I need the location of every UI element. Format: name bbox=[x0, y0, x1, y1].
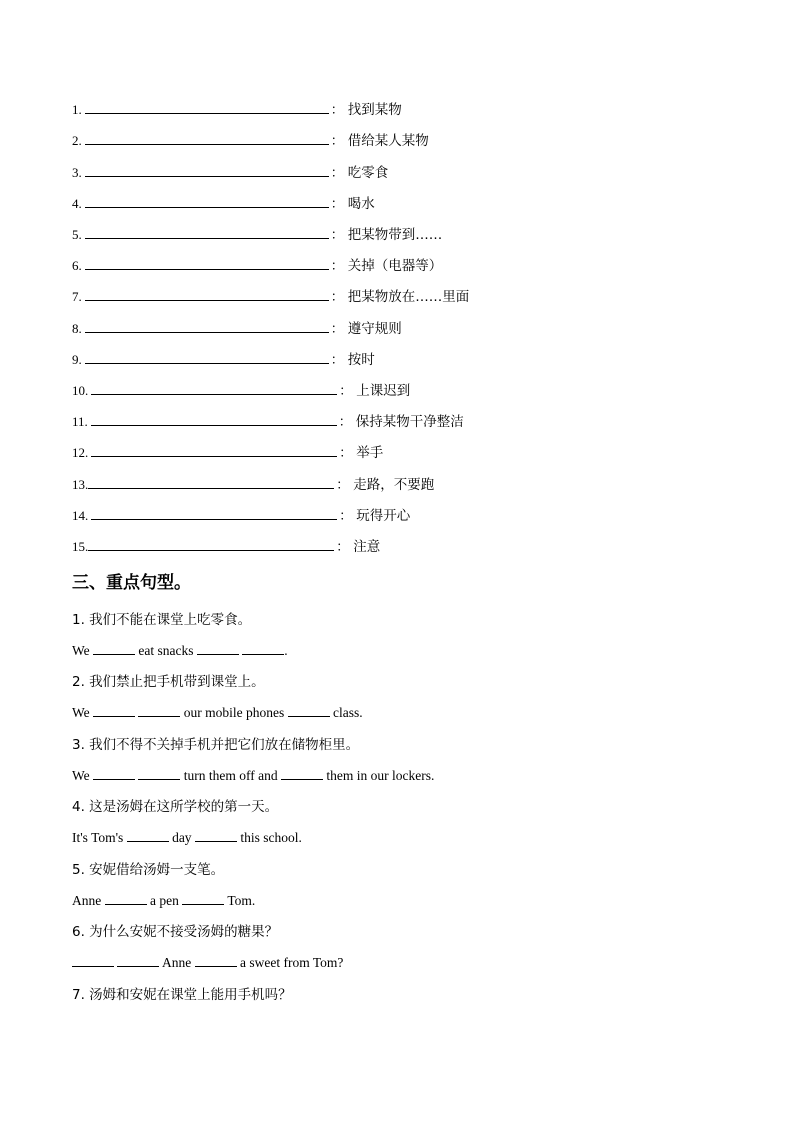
answer-blank[interactable] bbox=[85, 163, 329, 177]
sentence-blank[interactable] bbox=[127, 828, 169, 842]
sentence-text: It's Tom's bbox=[72, 830, 124, 845]
phrase-separator: ： bbox=[336, 478, 350, 493]
phrase-number: 10. bbox=[72, 383, 89, 398]
phrase-meaning: 注意 bbox=[353, 539, 381, 555]
phrase-number: 8. bbox=[72, 321, 82, 336]
sentence-text: We bbox=[72, 768, 90, 783]
phrase-row bbox=[72, 162, 388, 184]
sentence-text: our mobile phones bbox=[183, 705, 285, 720]
phrase-number: 13. bbox=[72, 477, 89, 492]
sentence-blank[interactable] bbox=[105, 891, 147, 905]
sentence-prompt-cn: 2. 我们禁止把手机带到课堂上。 bbox=[72, 674, 265, 690]
phrase-row bbox=[72, 442, 383, 464]
sentence-text: a pen bbox=[150, 893, 179, 908]
phrase-meaning: 吃零食 bbox=[347, 165, 389, 181]
phrase-number: 6. bbox=[72, 258, 82, 273]
sentence-blank[interactable] bbox=[182, 891, 224, 905]
phrase-separator: ： bbox=[339, 509, 353, 524]
sentence-blank[interactable] bbox=[281, 766, 323, 780]
sentence-blank[interactable] bbox=[138, 766, 180, 780]
answer-blank[interactable] bbox=[91, 506, 337, 520]
phrase-meaning: 借给某人某物 bbox=[347, 133, 429, 149]
sentence-prompt-cn: 5. 安妮借给汤姆一支笔。 bbox=[72, 862, 225, 878]
phrase-number: 1. bbox=[72, 102, 82, 117]
phrase-row bbox=[72, 505, 410, 527]
sentence-text: this school. bbox=[240, 830, 302, 845]
phrase-separator: ： bbox=[330, 259, 344, 274]
phrase-meaning: 举手 bbox=[356, 445, 384, 461]
phrase-row bbox=[72, 255, 442, 277]
answer-blank[interactable] bbox=[85, 131, 329, 145]
sentence-text: Anne bbox=[72, 893, 102, 908]
phrase-meaning: 喝水 bbox=[347, 196, 375, 212]
answer-blank[interactable] bbox=[85, 256, 329, 270]
phrase-meaning: 关掉（电器等） bbox=[347, 258, 443, 274]
answer-blank[interactable] bbox=[91, 412, 337, 426]
sentence-blank[interactable] bbox=[72, 953, 114, 967]
phrase-meaning: 把某物放在……里面 bbox=[347, 289, 470, 305]
sentence-fill-row bbox=[72, 952, 343, 974]
answer-blank[interactable] bbox=[85, 319, 329, 333]
phrase-row bbox=[72, 130, 429, 152]
phrase-meaning: 走路，不要跑 bbox=[353, 477, 435, 493]
sentence-text: Tom. bbox=[227, 893, 256, 908]
phrase-meaning: 保持某物干净整洁 bbox=[355, 414, 464, 430]
phrase-separator: ： bbox=[338, 415, 352, 430]
sentence-text: We bbox=[72, 705, 90, 720]
phrase-row bbox=[72, 193, 375, 215]
phrase-row bbox=[72, 286, 469, 308]
phrase-separator: ： bbox=[339, 384, 353, 399]
sentence-blank[interactable] bbox=[93, 703, 135, 717]
sentence-fill-row bbox=[72, 702, 363, 724]
phrase-row bbox=[72, 318, 402, 340]
answer-blank[interactable] bbox=[91, 381, 337, 395]
phrase-number: 3. bbox=[72, 165, 82, 180]
phrase-row bbox=[72, 224, 442, 246]
section-heading: 三、重点句型。 bbox=[72, 573, 191, 593]
phrase-row bbox=[72, 474, 434, 496]
sentence-blank[interactable] bbox=[195, 953, 237, 967]
phrase-number: 14. bbox=[72, 508, 89, 523]
phrase-row bbox=[72, 380, 410, 402]
sentence-blank[interactable] bbox=[242, 641, 284, 655]
phrase-number: 7. bbox=[72, 289, 82, 304]
answer-blank[interactable] bbox=[88, 475, 334, 489]
phrase-number: 15. bbox=[72, 539, 89, 554]
phrase-separator: ： bbox=[330, 322, 344, 337]
phrase-meaning: 把某物带到…… bbox=[347, 227, 443, 243]
sentence-prompt-cn: 6. 为什么安妮不接受汤姆的糖果？ bbox=[72, 924, 279, 940]
sentence-text: day bbox=[172, 830, 192, 845]
answer-blank[interactable] bbox=[85, 287, 329, 301]
sentence-text: . bbox=[284, 643, 288, 658]
phrase-number: 12. bbox=[72, 445, 89, 460]
sentence-text: them in our lockers. bbox=[326, 768, 435, 783]
phrase-row bbox=[72, 411, 464, 433]
answer-blank[interactable] bbox=[88, 537, 334, 551]
phrase-separator: ： bbox=[336, 540, 350, 555]
answer-blank[interactable] bbox=[85, 194, 329, 208]
phrase-meaning: 找到某物 bbox=[347, 102, 402, 118]
sentence-prompt-cn: 7. 汤姆和安妮在课堂上能用手机吗？ bbox=[72, 987, 292, 1003]
phrase-separator: ： bbox=[330, 197, 344, 212]
sentence-fill-row bbox=[72, 827, 302, 849]
phrase-separator: ： bbox=[330, 103, 344, 118]
sentence-fill-row bbox=[72, 640, 288, 662]
answer-blank[interactable] bbox=[85, 350, 329, 364]
phrase-separator: ： bbox=[330, 353, 344, 368]
phrase-separator: ： bbox=[330, 228, 344, 243]
sentence-blank[interactable] bbox=[117, 953, 159, 967]
phrase-separator: ： bbox=[330, 134, 344, 149]
sentence-prompt-cn: 4. 这是汤姆在这所学校的第一天。 bbox=[72, 799, 279, 815]
sentence-text: eat snacks bbox=[138, 643, 194, 658]
phrase-meaning: 按时 bbox=[347, 352, 375, 368]
sentence-blank[interactable] bbox=[138, 703, 180, 717]
phrase-number: 5. bbox=[72, 227, 82, 242]
phrase-separator: ： bbox=[330, 290, 344, 305]
sentence-blank[interactable] bbox=[93, 641, 135, 655]
sentence-text: turn them off and bbox=[183, 768, 278, 783]
answer-blank[interactable] bbox=[85, 225, 329, 239]
phrase-row bbox=[72, 349, 375, 371]
sentence-text: class. bbox=[333, 705, 363, 720]
phrase-meaning: 遵守规则 bbox=[347, 321, 402, 337]
sentence-text: We bbox=[72, 643, 90, 658]
sentence-prompt-cn: 3. 我们不得不关掉手机并把它们放在储物柜里。 bbox=[72, 737, 360, 753]
phrase-separator: ： bbox=[330, 166, 344, 181]
sentence-blank[interactable] bbox=[195, 828, 237, 842]
sentence-prompt-cn: 1. 我们不能在课堂上吃零食。 bbox=[72, 612, 252, 628]
phrase-number: 9. bbox=[72, 352, 82, 367]
phrase-number: 4. bbox=[72, 196, 82, 211]
sentence-fill-row bbox=[72, 765, 434, 787]
sentence-text: Anne bbox=[162, 955, 192, 970]
phrase-meaning: 玩得开心 bbox=[356, 508, 411, 524]
sentence-blank[interactable] bbox=[288, 703, 330, 717]
phrase-number: 11. bbox=[72, 414, 88, 429]
sentence-blank[interactable] bbox=[197, 641, 239, 655]
sentence-text: a sweet from Tom? bbox=[240, 955, 344, 970]
phrase-number: 2. bbox=[72, 133, 82, 148]
sentence-fill-row bbox=[72, 890, 255, 912]
phrase-separator: ： bbox=[339, 446, 353, 461]
phrase-meaning: 上课迟到 bbox=[356, 383, 411, 399]
phrase-row bbox=[72, 99, 402, 121]
answer-blank[interactable] bbox=[85, 100, 329, 114]
sentence-blank[interactable] bbox=[93, 766, 135, 780]
phrase-row bbox=[72, 536, 380, 558]
answer-blank[interactable] bbox=[91, 443, 337, 457]
